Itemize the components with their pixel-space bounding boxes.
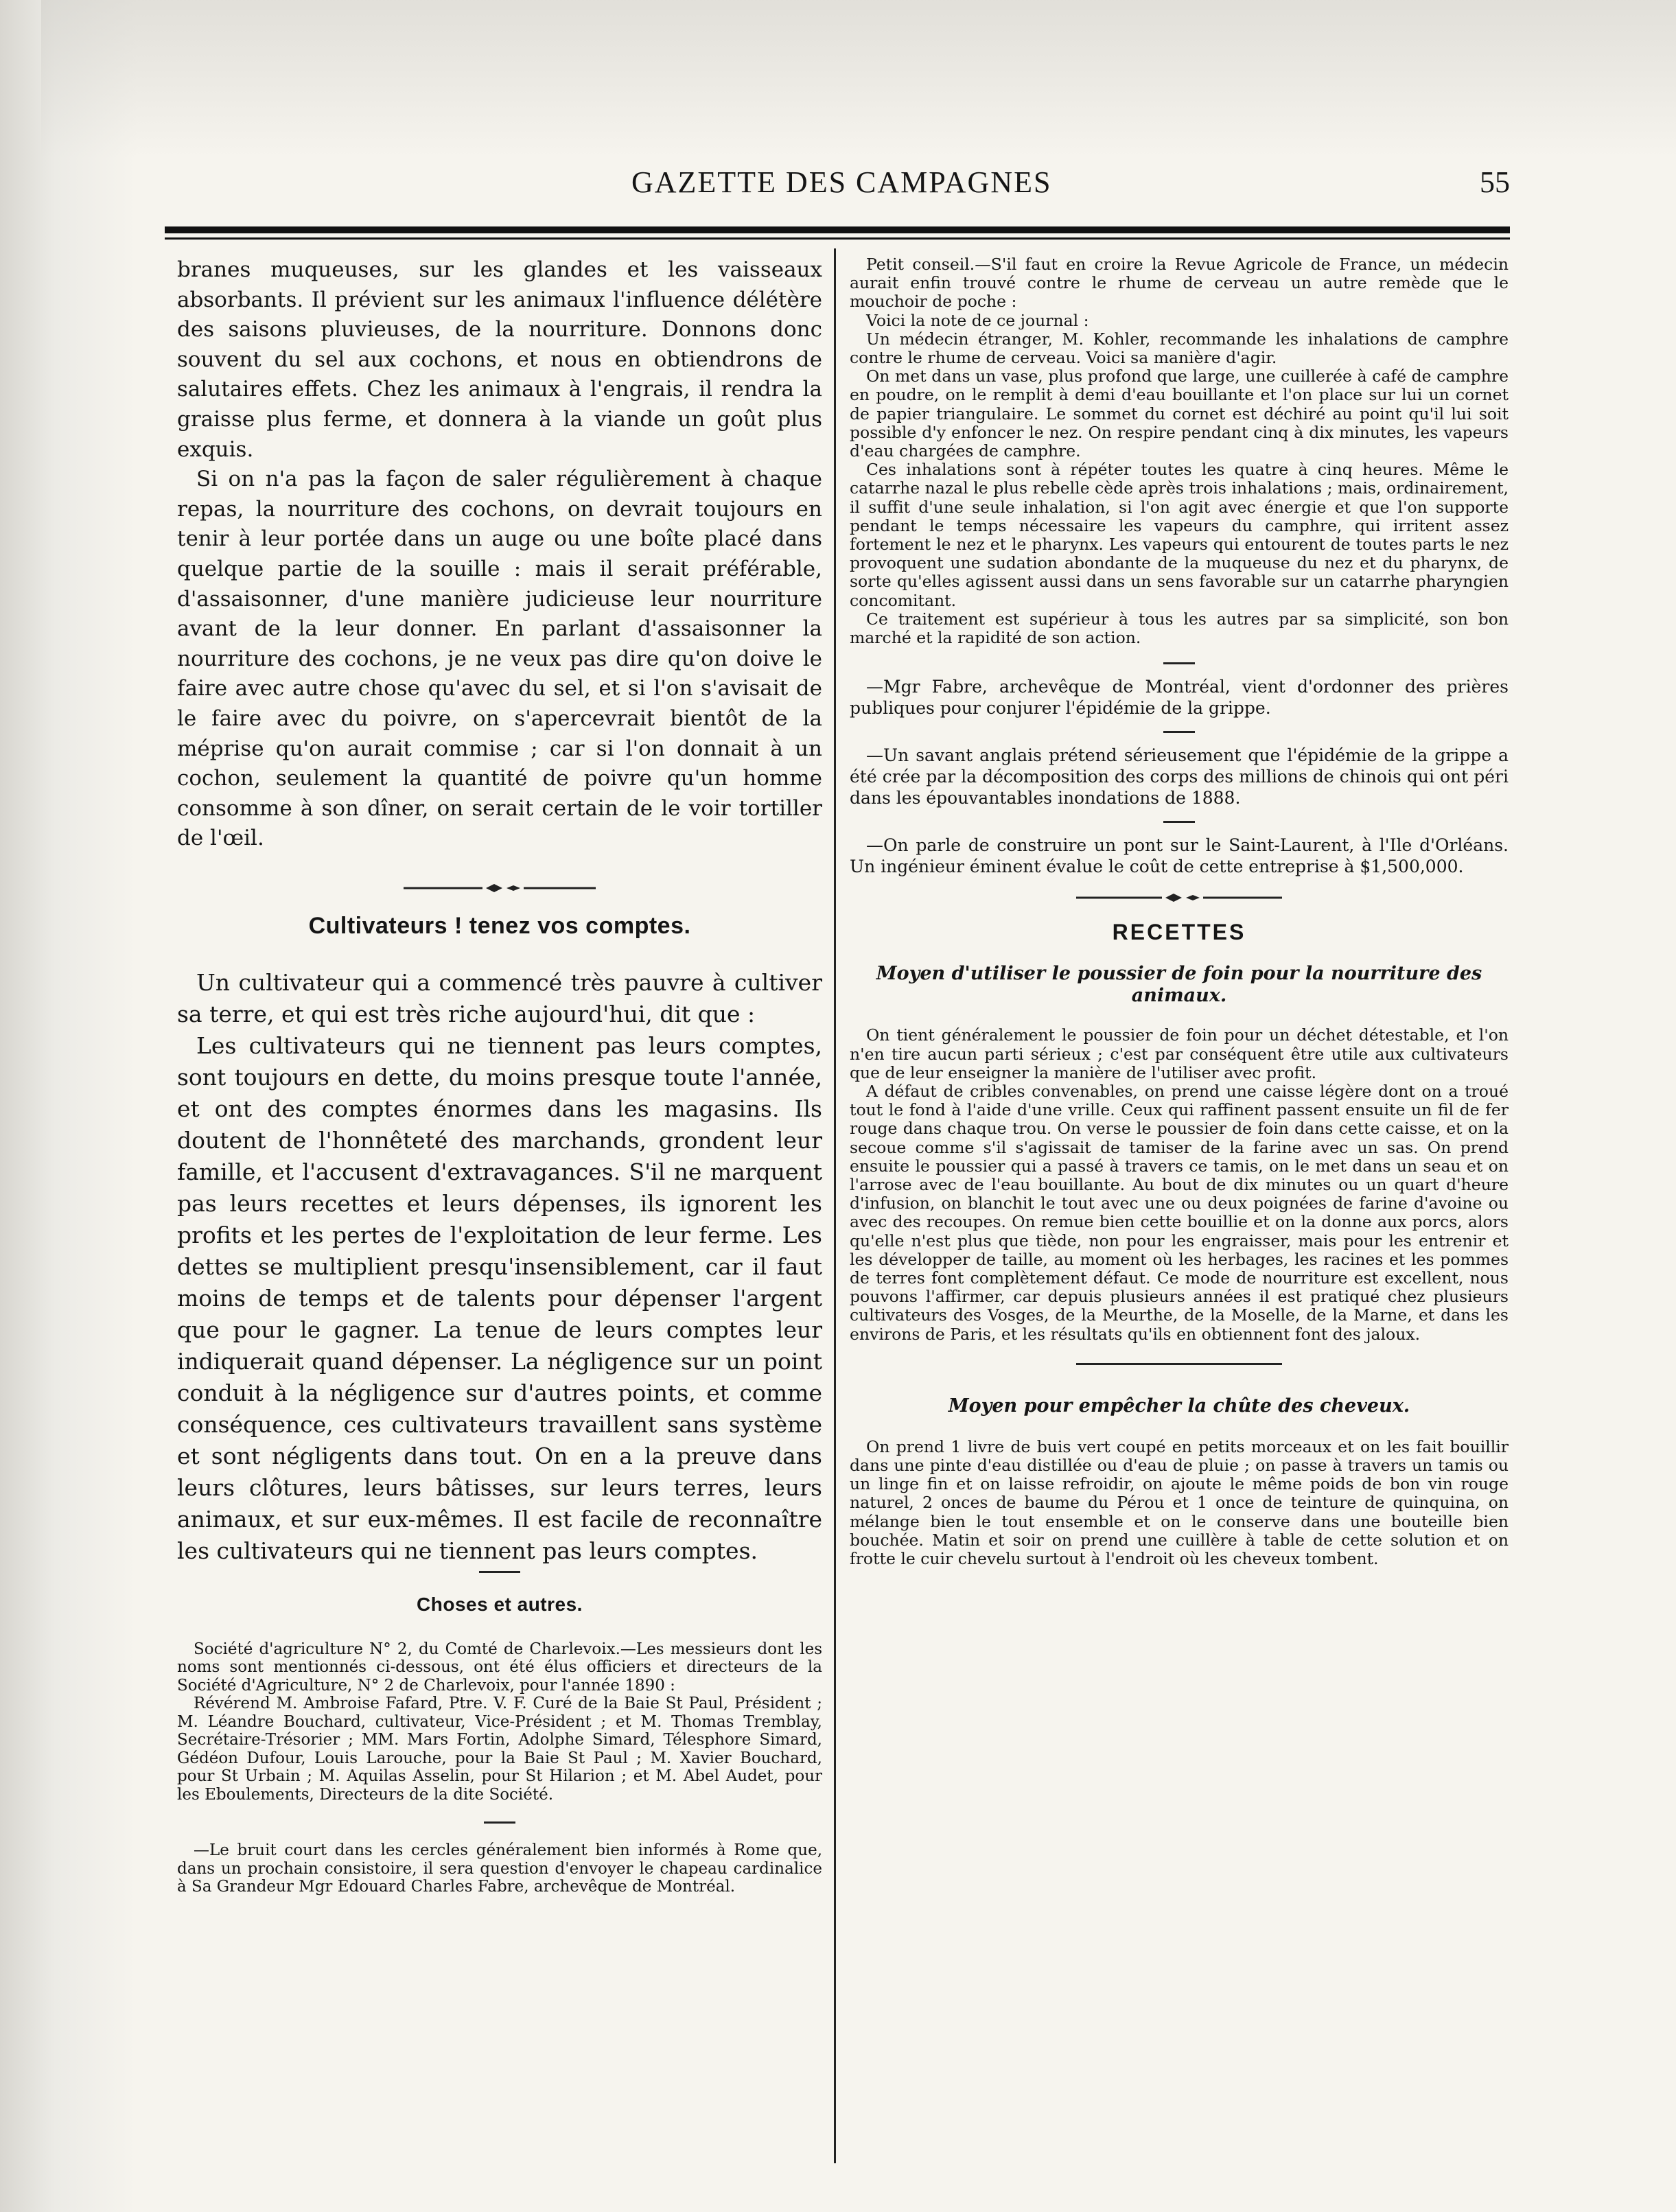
header-rule-thin [165,237,1510,240]
article-paragraph: Révérend M. Ambroise Fafard, Ptre. V. F. Curé de la Baie St Paul, Président ; M. Léandre Bouchard, cultivateur, Vice-Président ; et M. Thomas Tremblay, Secrétaire-Trésorier ; MM. Mars Fortin, Adolphe Simard, Télesphore Simard, Gédéon Dufour, Louis Larouche, pour la Baie St Paul ; M. Xavier Bouchard, pour St Urbain ; M. Aquilas Asselin, pour St Hilarion ; et M. Abel Audet, pour les Eboulements, Directeurs de la dite Société. [177,1695,822,1804]
article-paragraph: Société d'agriculture N° 2, du Comté de Charlevoix.—Les messieurs dont les noms sont mentionnés ci-dessous, ont été élus officiers et directeurs de la Société d'Agriculture, N° 2 de Charlevoix, pour l'année 1890 : [177,1640,822,1695]
scan-edge-shadow [0,0,137,2212]
article-paragraph: On prend 1 livre de buis vert coupé en petits morceaux et on les fait bouillir dans une pinte d'eau distillée ou d'eau de pluie ; on passe à travers un tamis ou un linge fin et on laisse refroidir, on ajoute le même poids de bon vin rouge naturel, 2 onces de baume du Pérou et 1 once de teinture de quinquina, on mélange bien le tout ensemble et on le conserve dans une bouteille bien bouchée. Matin et soir on prend une cuillère à table de cette solution et on frotte le cuir chevelu surtout à l'endroit où les cheveux tombent. [850,1436,1509,1569]
recipe-title: Moyen d'utiliser le poussier de foin pour la nourriture des animaux. [876,963,1482,1007]
article-paragraph: Petit conseil.—S'il faut en croire la Revue Agricole de France, un médecin aurait enfin trouvé contre le rhume de cerveau un autre remède que le mouchoir de poche : [850,255,1509,312]
article-paragraph: —Le bruit court dans les cercles généralement bien informés à Rome que, dans un prochain consistoire, il sera question d'envoyer le chapeau cardinalice à Sa Grandeur Mgr Edouard Charles Fabre, archevêque de Montréal. [177,1841,822,1896]
page-number: 55 [1480,165,1510,199]
article-paragraph: Un cultivateur qui a commencé très pauvre à cultiver sa terre, et qui est très riche aujourd'hui, dit que : [177,968,822,1027]
article-paragraph: Un médecin étranger, M. Kohler, recommande les inhalations de camphre contre le rhume de cerveau. Voici sa manière d'agir. [850,329,1509,368]
right-column [850,255,1509,1568]
section-heading: Cultivateurs ! tenez vos comptes. [308,912,691,939]
column-divider [834,248,836,2163]
article-paragraph: Voici la note de ce journal : [866,310,1089,330]
article-paragraph: —Mgr Fabre, archevêque de Montréal, vient d'ordonner des prières publiques pour conjurer l'épidémie de la grippe. [850,677,1509,718]
publication-title: GAZETTE DES CAMPAGNES [631,165,1052,199]
section-heading: RECETTES [1112,920,1246,945]
section-divider-ornament [1076,891,1282,905]
article-paragraph: Ces inhalations sont à répéter toutes les quatre à cinq heures. Même le catarrhe nazal le plus rebelle cède après trois inhalations ; mais, ordinairement, il suffit d'une seule inhalation, si l'on agit avec énergie et que l'on supporte pendant le temps nécessaire les vapeurs du camphre, qui irritent assez fortement le nez et le pharynx. Les vapeurs qui entourent de toutes parts le nez provoquent une sudation abondante de la muqueuse du nez et du pharynx, de sorte qu'elles agissent aussi dans un sens favorable sur un catarrhe pharyngien concomitant. [850,460,1509,610]
scan-top-shadow [41,0,1676,158]
article-paragraph: On met dans un vase, plus profond que large, une cuillerée à café de camphre en poudre, on le remplit à demi d'eau bouillante et l'on place sur lui un cornet de papier triangulaire. Le sommet du cornet est déchiré au point qu'il lui soit possible d'y enfoncer le nez. On respire pendant cinq à dix minutes, les vapeurs d'eau chargées de camphre. [850,366,1509,461]
left-column [177,255,822,1896]
header-rule-thick [165,226,1510,233]
section-divider-ornament [404,881,596,895]
article-paragraph: —On parle de construire un pont sur le Saint-Laurent, à l'Ile d'Orléans. Un ingénieur éminent évalue le coût de cette entreprise à $1,500,000. [850,835,1509,876]
article-paragraph: A défaut de cribles convenables, on prend une caisse légère dont on a troué tout le fond à l'aide d'une vrille. Ceux qui raffinent passent ensuite un fil de fer rouge dans chaque trou. On verse le poussier de foin dans cette caisse, et on la secoue comme s'il s'agissait de tamiser de la farine avec un sas. On prend ensuite le poussier qui a passé à travers ce tamis, on le met dans un seau et on l'arrose avec de l'eau bouillante. Au bout de dix minutes ou un quart d'heure d'infusion, on blanchit le tout avec une ou deux poignées de farine d'avoine ou avec des recoupes. On remue bien cette bouillie et on la donne aux porcs, alors qu'elle n'est plus que tiède, non pour les engraisser, mais pour les entrenir et les développer de taille, au moment où les herbages, les racines et les pommes de terres font complètement défaut. Ce mode de nourriture est excellent, nous pouvons l'affirmer, car depuis plusieurs années il est pratiqué chez plusieurs cultivateurs des Vosges, de la Meurthe, de la Moselle, de la Marne, et dans les environs de Paris, et les résultats qu'ils en obtiennent font des jaloux. [850,1082,1509,1344]
article-paragraph: On tient généralement le poussier de foin pour un déchet détestable, et l'on n'en tire aucun parti sérieux ; c'est par conséquent être utile aux cultivateurs que de leur enseigner la manière de l'utiliser avec profit. [850,1025,1509,1082]
recipe-title: Moyen pour empêcher la chûte des cheveux. [948,1395,1410,1417]
article-paragraph: Ce traitement est supérieur à tous les autres par sa simplicité, son bon marché et la rapidité de son action. [850,609,1509,648]
article-paragraph: Les cultivateurs qui ne tiennent pas leurs comptes, sont toujours en dette, du moins presque toute l'année, et ont des comptes énormes dans les magasins. Ils doutent de l'honnêteté des marchands, grondent leur famille, et l'accusent d'extravagances. S'il ne marquent pas leurs recettes et leurs dépenses, ils ignorent les profits et les pertes de l'exploitation de leur ferme. Les dettes se multiplient presqu'insensiblement, car il faut moins de temps et de talents pour dépenser l'argent que pour le gagner. La tenue de leurs comptes leur indiquerait quand dépenser. La négligence sur un point conduit à la négligence sur d'autres points, et comme conséquence, ces cultivateurs travaillent sans système et sont négligents dans tout. On en a la preuve dans leurs clôtures, leurs bâtisses, sur leurs terres, leurs animaux, et sur eux-mêmes. Il est facile de reconnaître les cultivateurs qui ne tiennent pas leurs comptes. [177,1032,822,1564]
page-header [165,165,1510,213]
article-paragraph: Si on n'a pas la façon de saler régulièrement à chaque repas, la nourriture des cochons, on devrait toujours en tenir à leur portée dans un auge ou une boîte placé dans quelque partie de la souille : mais il serait préférable, d'assaisonner, d'une manière judicieuse leur nourriture avant de la leur donner. En parlant d'assaisonner la nourriture des cochons, je ne veux pas dire qu'on doive le faire avec autre chose qu'avec du sel, et si l'on s'avisait de le faire avec du poivre, on s'apercevrait bientôt de la méprise qu'on aurait commise ; car si l'on donnait à un cochon, seulement la quantité de poivre qu'un homme consomme à son dîner, on serait certain de le voir tortiller de l'œil. [177,467,822,851]
section-heading: Choses et autres. [417,1593,583,1615]
article-paragraph: —Un savant anglais prétend sérieusement que l'épidémie de la grippe a été crée par la décomposition des corps des millions de chinois qui ont péri dans les épouvantables inondations de 1888. [850,745,1509,808]
article-paragraph: branes muqueuses, sur les glandes et les vaisseaux absorbants. Il prévient sur les animaux l'influence délétère des saisons pluvieuses, de la nourriture. Donnons donc souvent du sel aux cochons, et nous en obtiendrons de salutaires effets. Chez les animaux à l'engrais, il rendra la graisse plus ferme, et donnera à la viande un goût plus exquis. [177,257,822,462]
